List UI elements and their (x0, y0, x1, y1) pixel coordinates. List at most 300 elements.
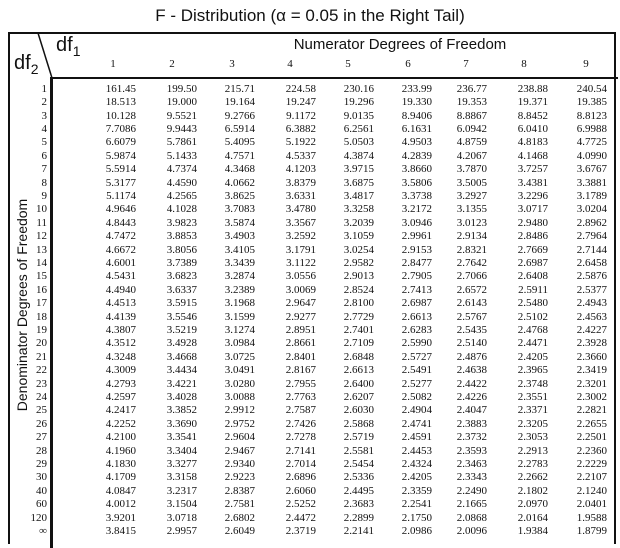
table-cell: 2.3719 (285, 524, 316, 537)
table-cell: 2.4471 (517, 337, 548, 350)
table-cell: 4.0012 (105, 498, 136, 511)
table-cell: 3.9201 (105, 511, 136, 524)
table-cell: 2.7669 (517, 243, 548, 256)
table-cell: 3.5546 (166, 310, 197, 323)
row-label-df2: 60 (36, 498, 47, 511)
row-label-df2: 8 (41, 176, 47, 189)
table-cell: 1.8799 (576, 524, 607, 537)
table-cell: 4.3807 (105, 323, 136, 336)
table-cell: 2.7109 (343, 337, 374, 350)
table-cell: 4.0847 (105, 485, 136, 497)
table-cell: 4.2839 (401, 150, 432, 162)
table-cell: 2.9912 (224, 404, 255, 417)
row-label-df2: 25 (36, 404, 47, 417)
table-cell: 4.0662 (224, 176, 255, 189)
row-label-df2: 7 (41, 163, 47, 176)
table-cell: 2.5435 (456, 323, 487, 336)
table-cell: 3.0491 (224, 364, 255, 377)
table-cell: 2.3463 (456, 457, 487, 470)
table-cell: 2.0868 (456, 511, 487, 524)
row-label-df2: 16 (36, 284, 47, 296)
row-label-df2: 9 (41, 189, 47, 202)
table-cell: 3.7083 (224, 203, 255, 216)
table-cell: 4.2793 (105, 377, 136, 390)
table-cell: 2.0401 (576, 498, 607, 511)
table-cell: 2.7964 (576, 230, 607, 243)
table-cell: 2.2821 (576, 404, 607, 417)
table-cell: 2.9647 (285, 297, 316, 310)
table-cell: 2.2229 (576, 457, 607, 470)
df2-label (14, 52, 38, 77)
table-cell: 9.0135 (343, 109, 374, 122)
table-cell: 3.1122 (286, 256, 316, 269)
table-cell: 2.5491 (401, 364, 432, 377)
table-cell: 3.8853 (166, 230, 197, 243)
table-cell: 4.7725 (576, 136, 607, 149)
table-cell: 2.3551 (517, 390, 548, 403)
table-cell: 2.5767 (456, 310, 487, 323)
table-cell: 2.9480 (517, 217, 548, 229)
table-cell: 2.3660 (576, 351, 607, 363)
table-cell: 2.6030 (343, 404, 374, 417)
row-label-df2: 21 (36, 351, 47, 363)
table-cell: 2.6613 (343, 364, 374, 377)
table-cell: 3.1789 (576, 189, 607, 202)
table-cell: 4.3874 (343, 150, 374, 162)
table-cell: 2.8477 (401, 256, 432, 269)
table-cell: 3.3690 (166, 418, 197, 430)
row-label-df2: 13 (36, 243, 47, 256)
table-cell: 2.5454 (343, 457, 374, 470)
table-cell: 4.3468 (224, 163, 255, 176)
table-cell: 4.5337 (285, 150, 316, 162)
table-cell: 7.7086 (105, 122, 136, 135)
row-label-df2: 17 (36, 297, 47, 310)
row-label-df2: 28 (36, 444, 47, 457)
table-cell: 9.9443 (166, 122, 197, 135)
table-cell: 2.4047 (456, 404, 487, 417)
table-cell: 2.9582 (343, 256, 374, 269)
table-cell: 4.1028 (166, 203, 197, 216)
table-cell: 2.5719 (343, 431, 374, 444)
table-cell: 2.7066 (456, 270, 487, 283)
table-cell: 2.2490 (456, 485, 487, 497)
table-cell: 2.5876 (576, 270, 607, 283)
table-cell: 2.6207 (343, 390, 374, 403)
df1-label (56, 34, 80, 59)
table-cell: 4.6001 (105, 256, 136, 269)
table-cell: 3.8379 (285, 176, 316, 189)
row-label-df2: 3 (41, 109, 47, 122)
table-cell: 4.2417 (105, 404, 136, 417)
table-cell: 3.0123 (456, 217, 487, 229)
table-cell: 2.1240 (576, 485, 607, 497)
row-label-df2: 29 (36, 457, 47, 470)
table-cell: 4.3512 (105, 337, 136, 350)
table-cell: 2.5252 (285, 498, 316, 511)
table-cell: 8.8867 (456, 109, 487, 122)
table-cell: 3.1355 (456, 203, 487, 216)
table-cell: 2.8524 (343, 284, 374, 296)
table-cell: 1.9588 (576, 511, 607, 524)
table-cell: 4.2565 (166, 189, 197, 202)
table-cell: 2.0970 (517, 498, 548, 511)
table-cell: 3.4668 (166, 351, 197, 363)
row-label-df2: 12 (36, 230, 47, 243)
table-cell: 3.0556 (285, 270, 316, 283)
table-cell: 238.88 (517, 83, 548, 95)
table-cell: 3.4105 (224, 243, 255, 256)
table-cell: 19.385 (576, 96, 607, 109)
table-cell: 3.9715 (343, 163, 374, 176)
table-cell: 3.0088 (224, 390, 255, 403)
table-cell: 2.6408 (517, 270, 548, 283)
table-cell: 3.3852 (166, 404, 197, 417)
table-cell: 2.6987 (401, 297, 432, 310)
table-cell: 3.2317 (166, 485, 197, 497)
table-cell: 2.4226 (456, 390, 487, 403)
table-cell: 2.7426 (285, 418, 316, 430)
table-cell: 9.1172 (286, 109, 316, 122)
row-label-df2: 2 (41, 96, 47, 109)
table-cell: 19.371 (517, 96, 548, 109)
table-cell: 3.2874 (224, 270, 255, 283)
table-cell: 2.4563 (576, 310, 607, 323)
table-cell: 2.4422 (456, 377, 487, 390)
table-cell: 2.6143 (456, 297, 487, 310)
table-cell: 2.4741 (401, 418, 432, 430)
table-cell: 3.4903 (224, 230, 255, 243)
table-cell: 2.0096 (456, 524, 487, 537)
row-label-df2: 6 (41, 150, 47, 162)
table-cell: 2.0986 (401, 524, 432, 537)
table-cell: 3.3738 (401, 189, 432, 202)
table-cell: 2.8387 (224, 485, 255, 497)
table-cell: 4.4940 (105, 284, 136, 296)
df2-subscript: 2 (30, 61, 39, 77)
table-cell: 2.1665 (456, 498, 487, 511)
table-cell: 4.1960 (105, 444, 136, 457)
table-cell: 4.1468 (517, 150, 548, 162)
table-cell: 2.9604 (224, 431, 255, 444)
table-cell: 2.4591 (401, 431, 432, 444)
table-cell: 161.45 (105, 83, 136, 95)
row-label-df2: 11 (36, 217, 47, 229)
table-cell: 2.9013 (343, 270, 374, 283)
table-cell: 2.4943 (576, 297, 607, 310)
table-cell: 6.2561 (343, 122, 374, 135)
table-cell: 4.8759 (456, 136, 487, 149)
table-cell: 2.9957 (166, 524, 197, 537)
table-cell: 2.3053 (517, 431, 548, 444)
table-cell: 2.3201 (576, 377, 607, 390)
table-cell: 2.8401 (285, 351, 316, 363)
df1-text: df (56, 34, 73, 56)
table-cell: 2.3359 (401, 485, 432, 497)
table-cell: 3.3881 (576, 176, 607, 189)
table-cell: 6.0410 (517, 122, 548, 135)
row-label-df2: 10 (36, 203, 47, 216)
table-cell: 5.3177 (105, 176, 136, 189)
table-cell: 3.2927 (456, 189, 487, 202)
table-cell: 5.0503 (343, 136, 374, 149)
table-cell: 8.9406 (401, 109, 432, 122)
table-cell: 5.9874 (105, 150, 136, 162)
table-cell: 2.2541 (401, 498, 432, 511)
table-cell: 4.8443 (105, 217, 136, 229)
table-cell: 2.4324 (401, 457, 432, 470)
table-cell: 3.0717 (517, 203, 548, 216)
table-cell: 2.0164 (517, 511, 548, 524)
table-cell: 3.5806 (401, 176, 432, 189)
table-cell: 4.7571 (224, 150, 255, 162)
table-cell: 2.7141 (285, 444, 316, 457)
table-cell: 3.3541 (166, 431, 197, 444)
table-cell: 2.4495 (343, 485, 374, 497)
table-cell: 6.5914 (224, 122, 255, 135)
table-cell: 2.4453 (401, 444, 432, 457)
table-cell: 2.2899 (343, 511, 374, 524)
table-cell: 2.3683 (343, 498, 374, 511)
table-cell: 5.5914 (105, 163, 136, 176)
table-cell: 2.3002 (576, 390, 607, 403)
table-cell: 10.128 (105, 109, 136, 122)
table-cell: 6.0942 (456, 122, 487, 135)
table-cell: 4.1709 (105, 471, 136, 484)
row-label-df2: 22 (36, 364, 47, 377)
row-label-df2: 19 (36, 323, 47, 336)
table-cell: 2.4904 (401, 404, 432, 417)
table-cell: 2.3748 (517, 377, 548, 390)
table-cell: 3.8415 (105, 524, 136, 537)
table-cell: 2.9961 (401, 230, 432, 243)
table-cell: 4.5431 (105, 270, 136, 283)
table-cell: 3.7870 (456, 163, 487, 176)
table-cell: 1.9384 (517, 524, 548, 537)
table-cell: 2.5990 (401, 337, 432, 350)
table-cell: 2.3883 (456, 418, 487, 430)
row-label-df2: 27 (36, 431, 47, 444)
table-cell: 230.16 (343, 83, 374, 95)
table-cell: 2.4472 (285, 511, 316, 524)
table-cell: 2.5727 (401, 351, 432, 363)
table-cell: 3.6823 (166, 270, 197, 283)
row-label-df2: 24 (36, 390, 47, 403)
column-header: 4 (287, 58, 293, 70)
table-cell: 3.7257 (517, 163, 548, 176)
table-cell: 4.2067 (456, 150, 487, 162)
table-cell: 2.3205 (517, 418, 548, 430)
table-cell: 199.50 (166, 83, 197, 95)
row-label-df2: 120 (30, 511, 47, 524)
table-cell: 9.2766 (224, 109, 255, 122)
table-cell: 2.9340 (224, 457, 255, 470)
table-cell: 215.71 (224, 83, 255, 95)
table-cell: 19.000 (166, 96, 197, 109)
table-cell: 2.8951 (285, 323, 316, 336)
table-cell: 2.2141 (343, 524, 374, 537)
table-cell: 3.0946 (401, 217, 432, 229)
table-cell: 3.1059 (343, 230, 374, 243)
table-cell: 2.5377 (576, 284, 607, 296)
table-cell: 3.4928 (166, 337, 197, 350)
table-cell: 3.2389 (224, 284, 255, 296)
table-cell: 19.330 (401, 96, 432, 109)
table-cell: 4.9503 (401, 136, 432, 149)
table-cell: 3.4028 (166, 390, 197, 403)
table-cell: 3.4817 (343, 189, 374, 202)
table-cell: 2.3371 (517, 404, 548, 417)
row-label-df2: 18 (36, 310, 47, 323)
table-cell: 2.6458 (576, 256, 607, 269)
table-cell: 3.5915 (166, 297, 197, 310)
table-cell: 2.8661 (285, 337, 316, 350)
table-cell: 2.8962 (576, 217, 607, 229)
table-cell: 19.296 (343, 96, 374, 109)
table-cell: 3.4221 (166, 377, 197, 390)
table-cell: 6.9988 (576, 122, 607, 135)
table-cell: 2.7401 (343, 323, 374, 336)
table-cell: 4.3009 (105, 364, 136, 377)
table-cell: 3.5005 (456, 176, 487, 189)
table-cell: 4.4513 (105, 297, 136, 310)
table-cell: 3.2296 (517, 189, 548, 202)
table-cell: 2.6896 (285, 471, 316, 484)
row-label-divider (50, 77, 53, 548)
table-cell: 19.164 (224, 96, 255, 109)
table-cell: 2.8321 (456, 243, 487, 256)
table-cell: 3.4780 (285, 203, 316, 216)
table-cell: 2.7278 (285, 431, 316, 444)
table-cell: 2.8100 (343, 297, 374, 310)
table-cell: 3.4434 (166, 364, 197, 377)
table-cell: 2.2662 (517, 471, 548, 484)
table-cell: 2.4876 (456, 351, 487, 363)
table-cell: 4.8183 (517, 136, 548, 149)
table-cell: 2.7581 (224, 498, 255, 511)
table-cell: 2.7642 (456, 256, 487, 269)
table-cell: 3.0254 (343, 243, 374, 256)
table-cell: 2.9752 (224, 418, 255, 430)
table-cell: 2.5082 (401, 390, 432, 403)
table-cell: 5.7861 (166, 136, 197, 149)
table-cell: 2.3343 (456, 471, 487, 484)
table-cell: 2.6987 (517, 256, 548, 269)
table-cell: 3.4381 (517, 176, 548, 189)
row-label-df2: 23 (36, 377, 47, 390)
table-cell: 3.1599 (224, 310, 255, 323)
numerator-label: Numerator Degrees of Freedom (293, 36, 507, 53)
table-cell: 2.8486 (517, 230, 548, 243)
table-cell: 4.3248 (105, 351, 136, 363)
table-cell: 3.3258 (343, 203, 374, 216)
table-cell: 3.0984 (224, 337, 255, 350)
table-cell: 3.0204 (576, 203, 607, 216)
table-cell: 2.3965 (517, 364, 548, 377)
table-cell: 2.9223 (224, 471, 255, 484)
table-cell: 5.4095 (224, 136, 255, 149)
table-cell: 2.4638 (456, 364, 487, 377)
row-label-df2: ∞ (39, 524, 47, 537)
table-cell: 8.8452 (517, 109, 548, 122)
table-cell: 2.7763 (285, 390, 316, 403)
table-cell: 2.3928 (576, 337, 607, 350)
column-header: 5 (345, 58, 351, 70)
table-cell: 2.2107 (576, 471, 607, 484)
column-header: 7 (463, 58, 469, 70)
table-cell: 2.6802 (224, 511, 255, 524)
table-cell: 2.4227 (576, 323, 607, 336)
table-cell: 3.1274 (224, 323, 255, 336)
table-cell: 2.6060 (285, 485, 316, 497)
table-cell: 2.4205 (517, 351, 548, 363)
table-cell: 3.1504 (166, 498, 197, 511)
table-cell: 3.6767 (576, 163, 607, 176)
table-cell: 4.1203 (285, 163, 316, 176)
table-cell: 233.99 (401, 83, 432, 95)
table-cell: 2.5277 (401, 377, 432, 390)
table-cell: 2.7144 (576, 243, 607, 256)
table-cell: 4.2100 (105, 431, 136, 444)
table-cell: 4.2597 (105, 390, 136, 403)
column-header: 6 (405, 58, 411, 70)
table-cell: 2.7587 (285, 404, 316, 417)
column-header: 1 (110, 58, 116, 70)
table-cell: 2.5336 (343, 471, 374, 484)
table-cell: 3.8625 (224, 189, 255, 202)
row-label-df2: 15 (36, 270, 47, 283)
table-cell: 2.5140 (456, 337, 487, 350)
table-cell: 2.4205 (401, 471, 432, 484)
table-cell: 2.6572 (456, 284, 487, 296)
table-cell: 3.6875 (343, 176, 374, 189)
table-cell: 3.0718 (166, 511, 197, 524)
table-cell: 5.1174 (106, 189, 136, 202)
table-cell: 2.1802 (517, 485, 548, 497)
table-cell: 2.9467 (224, 444, 255, 457)
table-cell: 3.0725 (224, 351, 255, 363)
table-cell: 3.2172 (401, 203, 432, 216)
table-cell: 2.1750 (401, 511, 432, 524)
column-header: 8 (521, 58, 527, 70)
table-cell: 5.1433 (166, 150, 197, 162)
df1-subscript: 1 (72, 43, 81, 59)
table-cell: 8.8123 (576, 109, 607, 122)
table-cell: 3.0069 (285, 284, 316, 296)
table-cell: 2.9134 (456, 230, 487, 243)
table-cell: 2.8167 (285, 364, 316, 377)
column-header: 2 (169, 58, 175, 70)
table-cell: 3.1968 (224, 297, 255, 310)
table-cell: 3.3439 (224, 256, 255, 269)
table-cell: 6.6079 (105, 136, 136, 149)
table-cell: 3.3404 (166, 444, 197, 457)
table-cell: 4.1830 (105, 457, 136, 470)
table-cell: 3.0280 (224, 377, 255, 390)
row-label-df2: 4 (41, 122, 47, 135)
table-cell: 2.2360 (576, 444, 607, 457)
table-cell: 2.5480 (517, 297, 548, 310)
table-cell: 2.7014 (285, 457, 316, 470)
table-cell: 18.513 (105, 96, 136, 109)
table-cell: 2.9277 (285, 310, 316, 323)
column-header: 3 (229, 58, 235, 70)
table-cell: 2.6613 (401, 310, 432, 323)
table-cell: 2.5911 (518, 284, 548, 296)
table-cell: 2.2501 (576, 431, 607, 444)
table-cell: 3.3277 (166, 457, 197, 470)
table-cell: 2.9153 (401, 243, 432, 256)
